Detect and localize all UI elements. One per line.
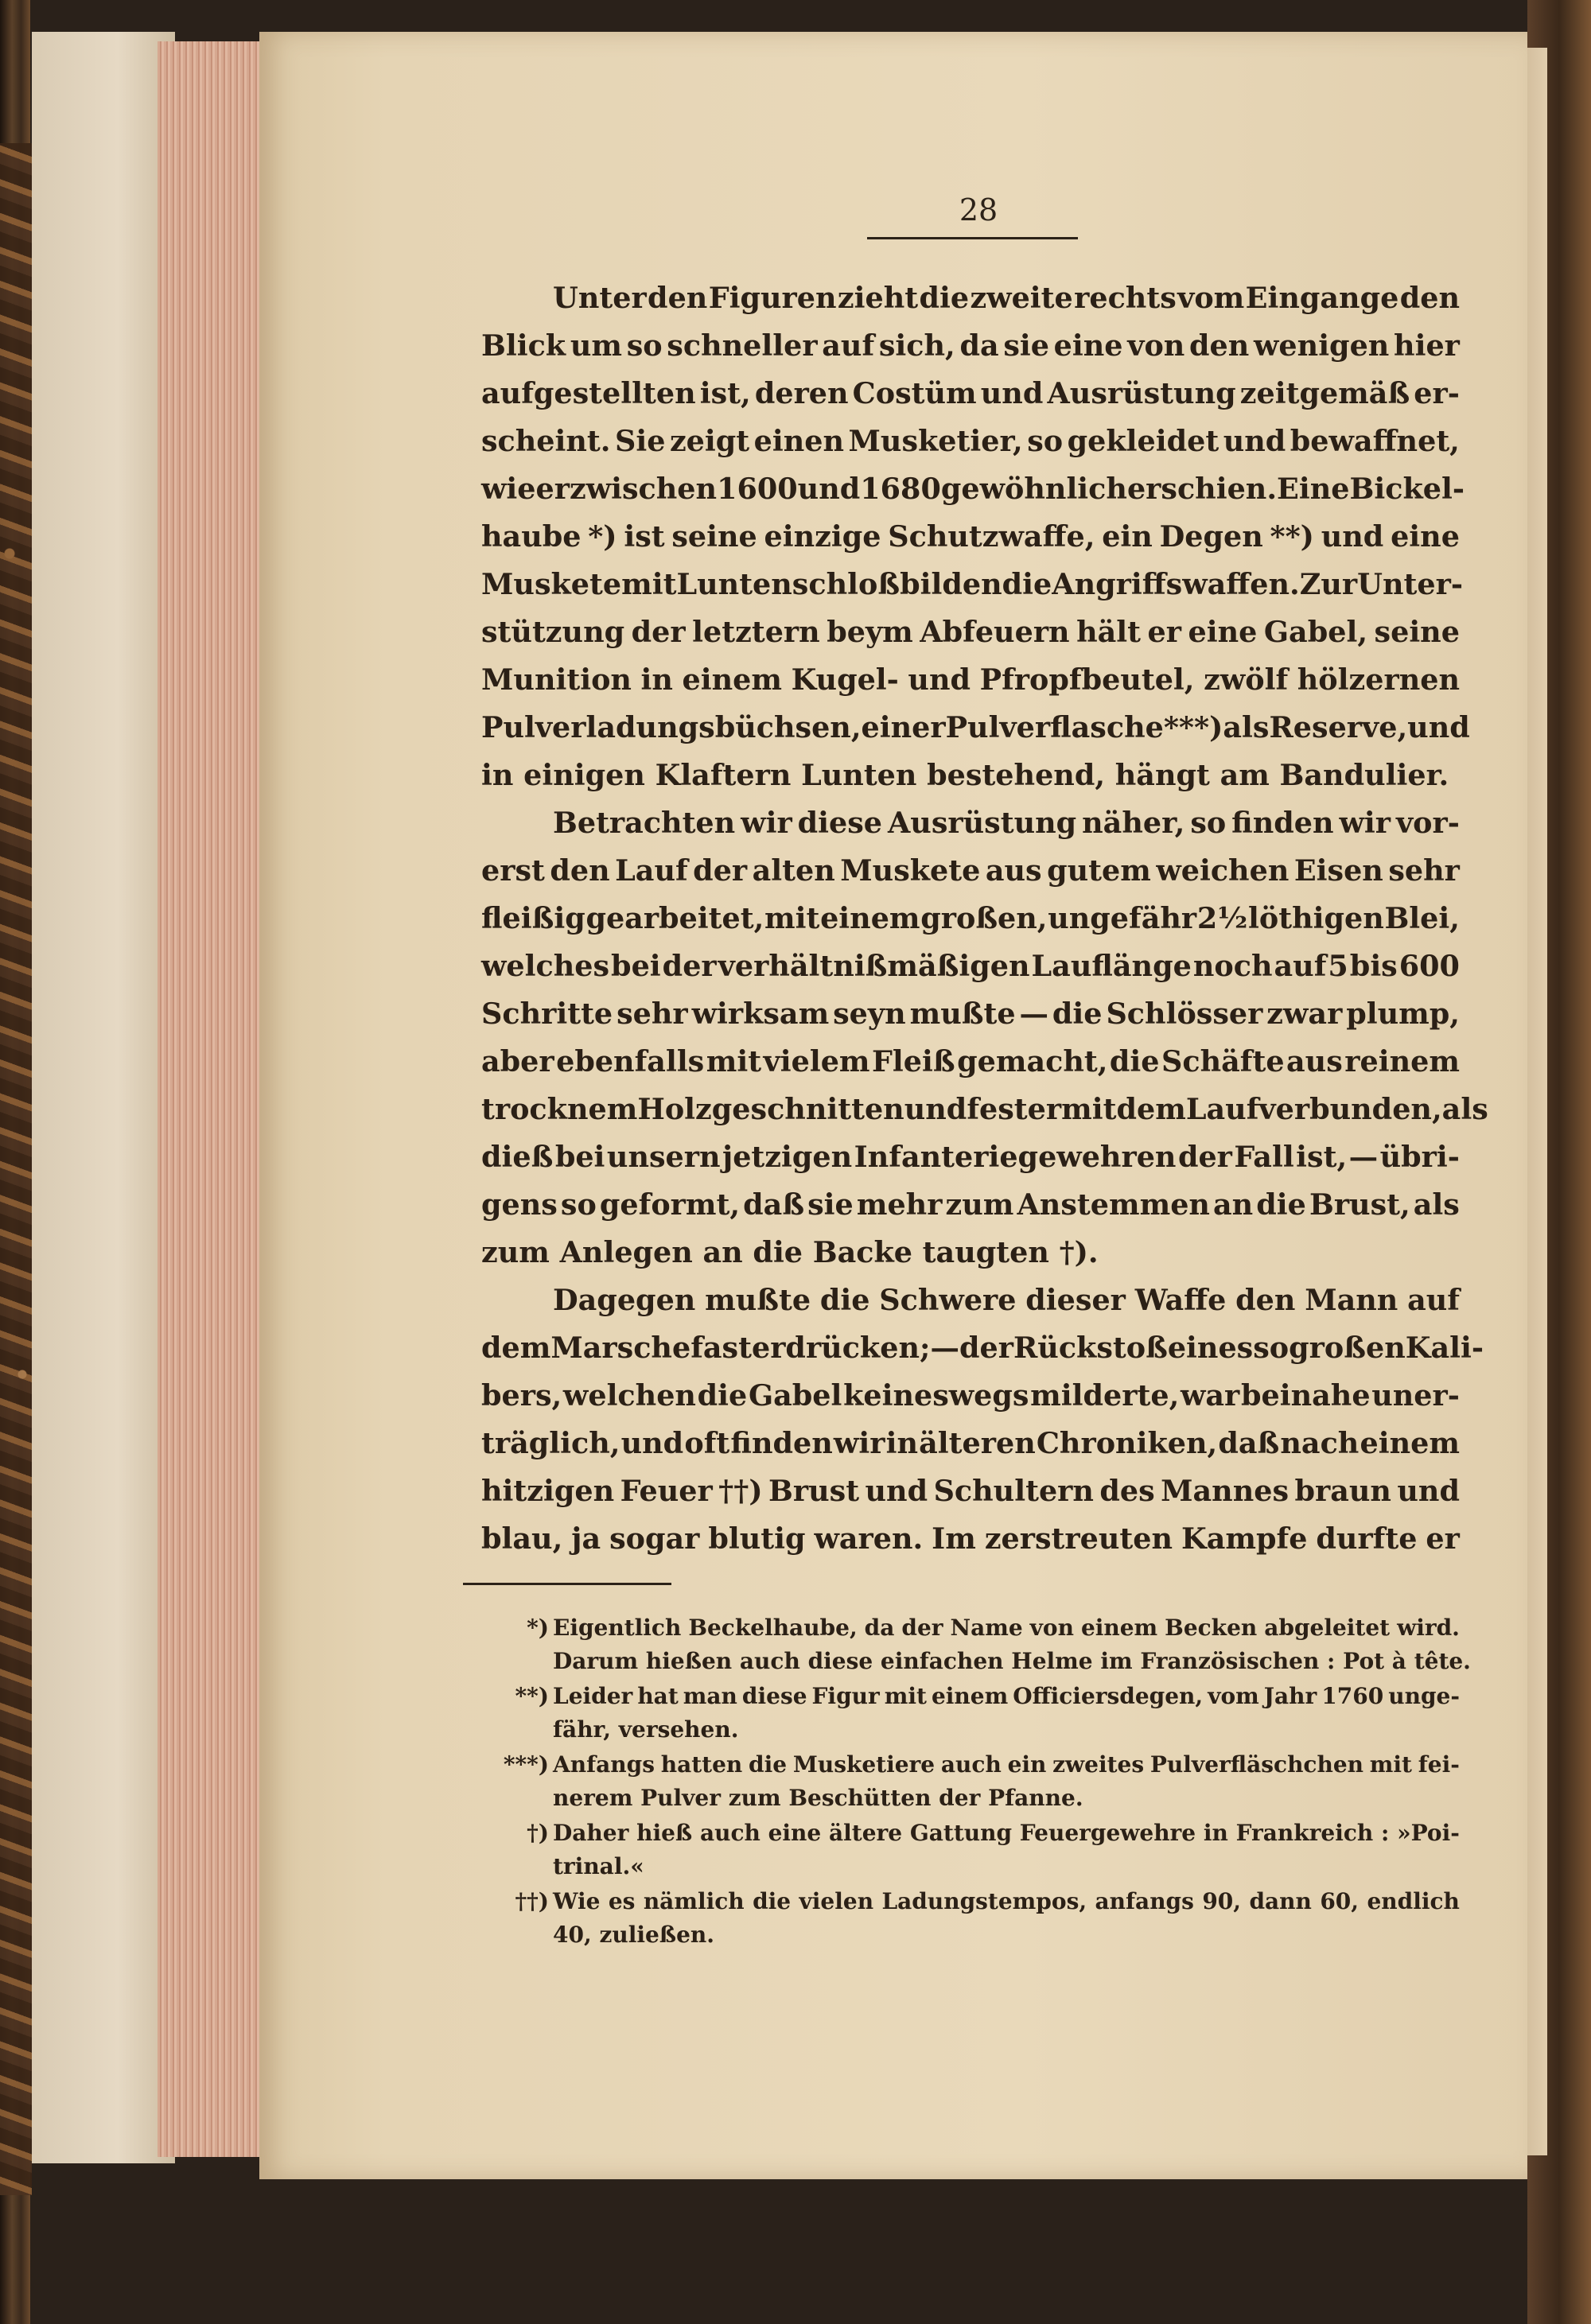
text-line: scheint. Sie zeigt einen Musketier, so gekleidet und bewaffnet, bbox=[481, 424, 1460, 458]
text-line: Muskete mit Luntenschloß bilden die Angriffswaffen. Zur Unter- bbox=[481, 567, 1463, 601]
marbled-cover-edge bbox=[0, 143, 32, 2195]
text-line: fleißig gearbeitet, mit einem großen, ungefähr 2½ löthigen Blei, bbox=[481, 901, 1460, 935]
page-edges bbox=[158, 41, 263, 2157]
text-line: Betrachten wir diese Ausrüstung näher, so finden wir vor- bbox=[553, 806, 1460, 840]
footnote bbox=[477, 1611, 1471, 1678]
footnote-mark: **) bbox=[515, 1683, 549, 1709]
text-line: Unter den Figuren zieht die zweite rechts vom Eingange den bbox=[553, 281, 1460, 315]
text-line: gens so geformt, daß sie mehr zum Anstemmen an die Brust, als bbox=[481, 1187, 1460, 1222]
text-line: zum Anlegen an die Backe taugten †). bbox=[481, 1235, 1099, 1269]
footnote bbox=[477, 1748, 1460, 1815]
footnote-mark: ***) bbox=[503, 1751, 549, 1778]
text-line: dem Marsche fast erdrücken; — der Rückstoß eines so großen Kali- bbox=[481, 1331, 1484, 1365]
paragraph-2 bbox=[481, 799, 1488, 1277]
text-line: welches bei der verhältnißmäßigen Lauflänge noch auf 5 bis 600 bbox=[481, 949, 1460, 983]
footnote-line: Daher hieß auch eine ältere Gattung Feuergewehre in Frankreich : »Poi- bbox=[553, 1820, 1460, 1846]
text-line: in einigen Klaftern Lunten bestehend, hängt am Bandulier. bbox=[481, 758, 1449, 792]
footnote-mark: †) bbox=[527, 1820, 549, 1846]
body-text bbox=[481, 274, 1488, 1563]
text-line: stützung der letztern beym Abfeuern hält er eine Gabel, seine bbox=[481, 615, 1460, 649]
text-line: Schritte sehr wirksam seyn mußte — die Schlösser zwar plump, bbox=[481, 997, 1460, 1031]
page-number: 28 bbox=[959, 192, 998, 227]
paragraph-3 bbox=[481, 1277, 1484, 1563]
footnote-line: Anfangs hatten die Musketiere auch ein zweites Pulverfläschchen mit fei- bbox=[553, 1751, 1460, 1778]
footnote-line: trinal.« bbox=[553, 1853, 644, 1879]
text-line: dieß bei unsern jetzigen Infanteriegewehren der Fall ist, — übri- bbox=[481, 1140, 1460, 1174]
footnote bbox=[477, 1817, 1460, 1883]
footnote-line: Leider hat man diese Figur mit einem Officiersdegen, vom Jahr 1760 unge- bbox=[553, 1683, 1460, 1709]
paragraph-1 bbox=[481, 274, 1470, 799]
text-line: trocknem Holz geschnitten und fester mit dem Lauf verbunden, als bbox=[481, 1092, 1488, 1126]
footnote bbox=[477, 1680, 1460, 1747]
footnote-mark: ††) bbox=[515, 1888, 549, 1914]
text-line: aufgestellten ist, deren Costüm und Ausrüstung zeitgemäß er- bbox=[481, 376, 1460, 410]
text-line: wie er zwischen 1600 und 1680 gewöhnlich erschien. Eine Bickel- bbox=[481, 472, 1465, 506]
text-line: hitzigen Feuer ††) Brust und Schultern des Mannes braun und bbox=[481, 1474, 1460, 1508]
text-line: träglich, und oft finden wir in älteren Chroniken, daß nach einem bbox=[481, 1426, 1460, 1460]
footnote-line: nerem Pulver zum Beschütten der Pfanne. bbox=[553, 1785, 1083, 1811]
text-line: Munition in einem Kugel- und Pfropfbeutel, zwölf hölzernen bbox=[481, 663, 1460, 697]
footnote-mark: *) bbox=[527, 1615, 549, 1641]
footnote-line: Wie es nämlich die vielen Ladungstempos, anfangs 90, dann 60, endlich bbox=[553, 1888, 1460, 1914]
text-line: bers, welchen die Gabel keineswegs milderte, war beinahe uner- bbox=[481, 1378, 1460, 1413]
footnote-line: Eigentlich Beckelhaube, da der Name von einem Becken abgeleitet wird. bbox=[553, 1615, 1460, 1641]
footnote-line: 40, zuließen. bbox=[553, 1922, 714, 1948]
footnote-rule bbox=[463, 1583, 671, 1585]
header-rule bbox=[867, 237, 1078, 239]
footnote-line: Darum hießen auch diese einfachen Helme im Französischen : Pot à tête. bbox=[553, 1648, 1471, 1674]
text-line: Pulverladungsbüchsen, einer Pulverflasche ***) als Reserve, und bbox=[481, 710, 1470, 744]
text-line: Dagegen mußte die Schwere dieser Waffe den Mann auf bbox=[553, 1283, 1460, 1317]
footnote-line: fähr, versehen. bbox=[553, 1716, 739, 1743]
text-line: aber ebenfalls mit vielem Fleiß gemacht, die Schäfte aus reinem bbox=[481, 1044, 1460, 1078]
flyleaf bbox=[32, 32, 175, 2163]
text-line: blau, ja sogar blutig waren. Im zerstreuten Kampfe durfte er bbox=[481, 1521, 1460, 1556]
text-line: erst den Lauf der alten Muskete aus gutem weichen Eisen sehr bbox=[481, 853, 1460, 888]
text-line: haube *) ist seine einzige Schutzwaffe, ein Degen **) und eine bbox=[481, 519, 1460, 554]
text-line: Blick um so schneller auf sich, da sie eine von den wenigen hier bbox=[481, 328, 1460, 363]
footnote bbox=[477, 1885, 1460, 1952]
footnotes bbox=[477, 1611, 1471, 1953]
